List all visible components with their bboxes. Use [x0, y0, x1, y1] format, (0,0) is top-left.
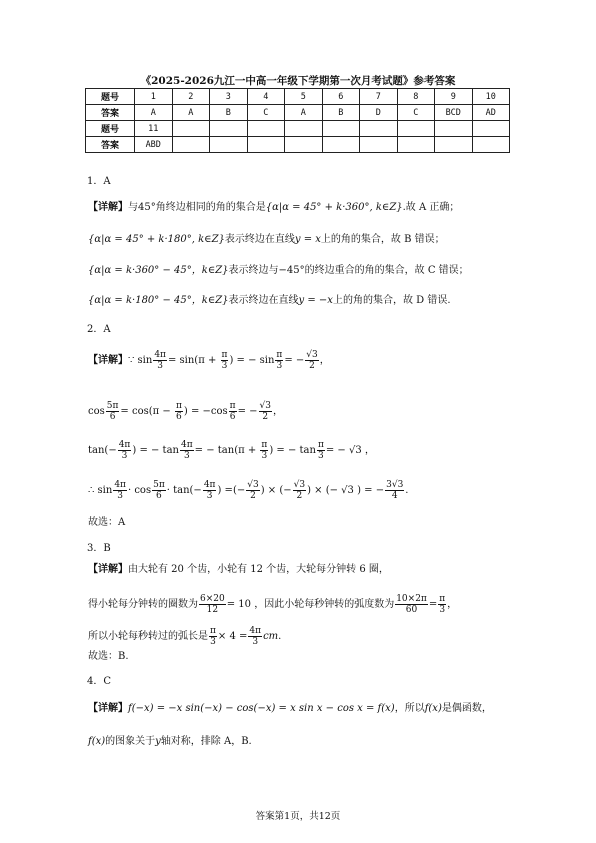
- text: ，: [272, 406, 283, 417]
- numerator: π: [261, 440, 268, 450]
- math-set: {α|α = 45° + k·180°, k∈Z}: [88, 234, 225, 245]
- table-cell: 2: [172, 89, 210, 105]
- denominator: 3: [121, 451, 128, 461]
- q3-line-2: [88, 594, 457, 615]
- table-cell: B: [322, 105, 360, 121]
- text: = − tan: [194, 445, 235, 456]
- text: 得小轮每分钟转的圈数为: [88, 599, 198, 610]
- q1-line-1: [88, 201, 459, 215]
- fraction: [438, 594, 446, 615]
- table-cell: 8: [397, 89, 435, 105]
- denominator: 3: [261, 451, 268, 461]
- fraction: [203, 480, 217, 501]
- question-number: 3．B: [87, 543, 111, 554]
- q4-line-2: [88, 735, 252, 749]
- fraction: [199, 594, 226, 615]
- table-cell: [210, 137, 248, 153]
- text: · tan: [166, 485, 190, 496]
- numerator: 4π: [249, 626, 262, 636]
- table-cell: [435, 137, 473, 153]
- table-cell: C: [397, 105, 435, 121]
- numerator: π: [317, 440, 324, 450]
- table-header-cell: 答案: [86, 105, 135, 121]
- math-eq: y = −x: [298, 295, 333, 306]
- denominator: 3: [252, 637, 259, 647]
- denominator: 6: [156, 491, 162, 501]
- fraction: [180, 440, 194, 461]
- numerator: 4π: [180, 440, 193, 450]
- fraction: [248, 626, 262, 647]
- numerator: π: [221, 350, 228, 360]
- numerator: π: [229, 401, 236, 411]
- denominator: 6: [176, 412, 182, 422]
- table-cell: [285, 137, 323, 153]
- table-cell: [472, 121, 510, 137]
- numerator: 6×20: [200, 594, 225, 604]
- table-row: [86, 89, 510, 105]
- fraction: [293, 480, 306, 501]
- denominator: 3: [439, 605, 446, 615]
- text: ) =: [217, 485, 233, 496]
- denominator: 2: [309, 361, 315, 371]
- table-header-cell: 题号: [86, 121, 135, 137]
- text: ∴ sin: [88, 485, 113, 496]
- table-row: [86, 105, 510, 121]
- text: .: [405, 485, 409, 496]
- detail-tag: 【详解】: [88, 564, 128, 575]
- fraction: [259, 401, 272, 422]
- denominator: 3: [276, 361, 283, 371]
- math-set: {α|α = k·180° − 45°，k∈Z}: [88, 295, 229, 306]
- numerator: 4π: [154, 350, 166, 360]
- numerator: π: [276, 350, 283, 360]
- math-expression: f(x): [88, 736, 106, 747]
- fraction: [113, 480, 127, 501]
- fraction: [385, 480, 404, 501]
- fraction: [209, 626, 217, 647]
- fraction: [106, 401, 120, 422]
- text: 表示终边在直线: [228, 295, 299, 306]
- text: ) × (− √3 ) = −: [307, 485, 385, 496]
- text: =: [428, 599, 438, 610]
- numerator: π: [175, 401, 182, 411]
- text: (π +: [234, 445, 260, 456]
- text: .故 A 正确；: [402, 202, 460, 213]
- table-cell: [285, 121, 323, 137]
- text: tan: [88, 445, 105, 456]
- numerator: 4π: [114, 480, 126, 490]
- text: (−: [189, 485, 202, 496]
- page-footer: 答案第1页，共12页: [255, 811, 341, 822]
- math-set: {α|α = 45° + k·360°, k∈Z}: [265, 202, 403, 213]
- numerator: √3: [259, 401, 271, 411]
- text: ) = − sin: [229, 355, 275, 366]
- fraction: [305, 350, 318, 371]
- fraction: [152, 480, 166, 501]
- numerator: 5π: [106, 401, 119, 411]
- text: ，: [319, 355, 330, 366]
- table-cell: C: [247, 105, 285, 121]
- text: 的图象关于: [105, 736, 156, 747]
- table-cell: [322, 121, 360, 137]
- denominator: 3: [221, 361, 228, 371]
- table-header-cell: 答案: [86, 137, 135, 153]
- table-cell: [247, 137, 285, 153]
- table-cell: 5: [285, 89, 323, 105]
- table-row: [86, 121, 510, 137]
- text: ) = −cos: [183, 406, 228, 417]
- numerator: 5π: [153, 480, 165, 490]
- fraction: [118, 440, 132, 461]
- denominator: 3: [210, 637, 216, 647]
- text: 上的角的集合，故 D 错误.: [332, 295, 451, 306]
- text: 轴对称，排除 A，B.: [160, 736, 252, 747]
- text: 上的角的集合，故 B 错误；: [320, 234, 445, 245]
- denominator: 6: [109, 412, 116, 422]
- q4-line-1: [88, 702, 492, 716]
- denominator: 6: [229, 412, 236, 422]
- text: 由大轮有 20 个齿，小轮有 12 个齿，大轮每分钟转 6 圈，: [128, 564, 389, 575]
- table-cell: 10: [472, 89, 510, 105]
- table-cell: A: [285, 105, 323, 121]
- table-header-cell: 题号: [86, 89, 135, 105]
- text: 与45°角终边相同的角的集合是: [128, 202, 266, 213]
- denominator: 3: [117, 491, 123, 501]
- table-cell: A: [135, 105, 173, 121]
- table-cell: A: [172, 105, 210, 121]
- denominator: 12: [206, 605, 219, 615]
- q1-line-2: [88, 233, 445, 247]
- math-expression: f(x): [424, 703, 442, 714]
- numerator: √3: [306, 350, 318, 360]
- table-cell: D: [360, 105, 398, 121]
- table-cell: [247, 121, 285, 137]
- numerator: √3: [293, 480, 306, 490]
- table-cell: [172, 137, 210, 153]
- fraction: [395, 594, 428, 615]
- math-expression: y: [155, 736, 161, 747]
- denominator: 60: [405, 605, 418, 615]
- denominator: 3: [157, 361, 163, 371]
- numerator: 3√3: [386, 480, 404, 490]
- text: 表示终边在直线: [224, 234, 295, 245]
- q3-line-3: [88, 626, 281, 647]
- math-set: {α|α = k·360° − 45°，k∈Z}: [88, 265, 229, 276]
- numerator: 4π: [118, 440, 131, 450]
- text: .: [278, 631, 282, 642]
- detail-tag: 【详解】: [88, 202, 128, 213]
- numerator: π: [210, 626, 216, 636]
- fraction: [275, 350, 283, 371]
- text: ) × (−: [260, 485, 292, 496]
- table-cell: 1: [135, 89, 173, 105]
- text: = − √3 ，: [325, 445, 375, 456]
- q2-conclusion: 故选：A: [88, 517, 126, 528]
- numerator: π: [439, 594, 446, 604]
- table-cell: [435, 121, 473, 137]
- table-cell: [210, 121, 248, 137]
- denominator: 4: [391, 491, 398, 501]
- table-cell: [397, 137, 435, 153]
- denominator: 3: [183, 451, 190, 461]
- table-cell: 4: [247, 89, 285, 105]
- table-cell: 11: [135, 121, 173, 137]
- q3-conclusion: 故选：B.: [88, 651, 129, 662]
- table-cell: [360, 121, 398, 137]
- answer-table: [85, 88, 510, 153]
- table-row: [86, 137, 510, 153]
- table-cell: 7: [360, 89, 398, 105]
- text: ) = − tan: [132, 445, 179, 456]
- q2-eq-3: [88, 440, 375, 461]
- text: (π −: [148, 406, 174, 417]
- fraction: [175, 401, 183, 422]
- text: = sin: [167, 355, 195, 366]
- fraction: [221, 350, 229, 371]
- text: = −: [284, 355, 305, 366]
- question-number: 2．A: [87, 324, 111, 335]
- math-eq: y = x: [294, 234, 321, 245]
- text: ，: [447, 599, 458, 610]
- text: cos: [88, 406, 105, 417]
- table-cell: AD: [472, 105, 510, 121]
- question-number: 4．C: [87, 676, 112, 687]
- fraction: [317, 440, 325, 461]
- fraction: [229, 401, 237, 422]
- q3-line-1: [88, 563, 389, 577]
- q1-line-3: [88, 264, 469, 278]
- table-cell: [322, 137, 360, 153]
- text: 所以小轮每秒转过的弧长是: [88, 631, 208, 642]
- text: = cos: [120, 406, 149, 417]
- table-cell: 9: [435, 89, 473, 105]
- text: 表示终边与−45°的终边重合的角的集合，故 C 错误；: [228, 265, 469, 276]
- text: (−: [232, 485, 246, 496]
- table-cell: [360, 137, 398, 153]
- table-cell: [172, 121, 210, 137]
- denominator: 2: [250, 491, 256, 501]
- text: × 4 =: [217, 631, 248, 642]
- fraction: [260, 440, 268, 461]
- detail-tag: 【详解】: [88, 355, 128, 366]
- denominator: 2: [262, 412, 269, 422]
- text: · cos: [127, 485, 152, 496]
- text: ，所以: [394, 703, 425, 714]
- table-cell: [472, 137, 510, 153]
- text: = −: [237, 406, 258, 417]
- numerator: 10×2π: [396, 594, 427, 604]
- question-number: 1．A: [87, 176, 111, 187]
- table-cell: 6: [322, 89, 360, 105]
- denominator: 2: [296, 491, 303, 501]
- text: (π +: [194, 355, 220, 366]
- page-title: 《2025-2026九江一中高一年级下学期第一次月考试题》参考答案: [140, 75, 456, 87]
- denominator: 3: [206, 491, 213, 501]
- q2-eq-2: [88, 401, 283, 422]
- text: ∵ sin: [128, 355, 153, 366]
- numerator: √3: [247, 480, 259, 490]
- table-cell: ABD: [135, 137, 173, 153]
- text: (−: [104, 445, 117, 456]
- unit: cm: [263, 631, 279, 642]
- numerator: 4π: [203, 480, 216, 490]
- q2-eq-4: [88, 480, 408, 501]
- fraction: [246, 480, 259, 501]
- math-expression: f(−x) = −x sin(−x) − cos(−x) = x sin x − cos x = f(x): [128, 703, 395, 714]
- text: = 10 ，因此小轮每秒钟转的弧度数为: [226, 599, 395, 610]
- text: 是偶函数，: [441, 703, 492, 714]
- q2-eq-1: [88, 350, 330, 371]
- table-cell: 3: [210, 89, 248, 105]
- table-cell: B: [210, 105, 248, 121]
- fraction: [153, 350, 167, 371]
- q1-line-4: [88, 294, 451, 308]
- table-cell: BCD: [435, 105, 473, 121]
- text: ) = − tan: [269, 445, 316, 456]
- detail-tag: 【详解】: [88, 703, 128, 714]
- table-cell: [397, 121, 435, 137]
- denominator: 3: [318, 451, 324, 461]
